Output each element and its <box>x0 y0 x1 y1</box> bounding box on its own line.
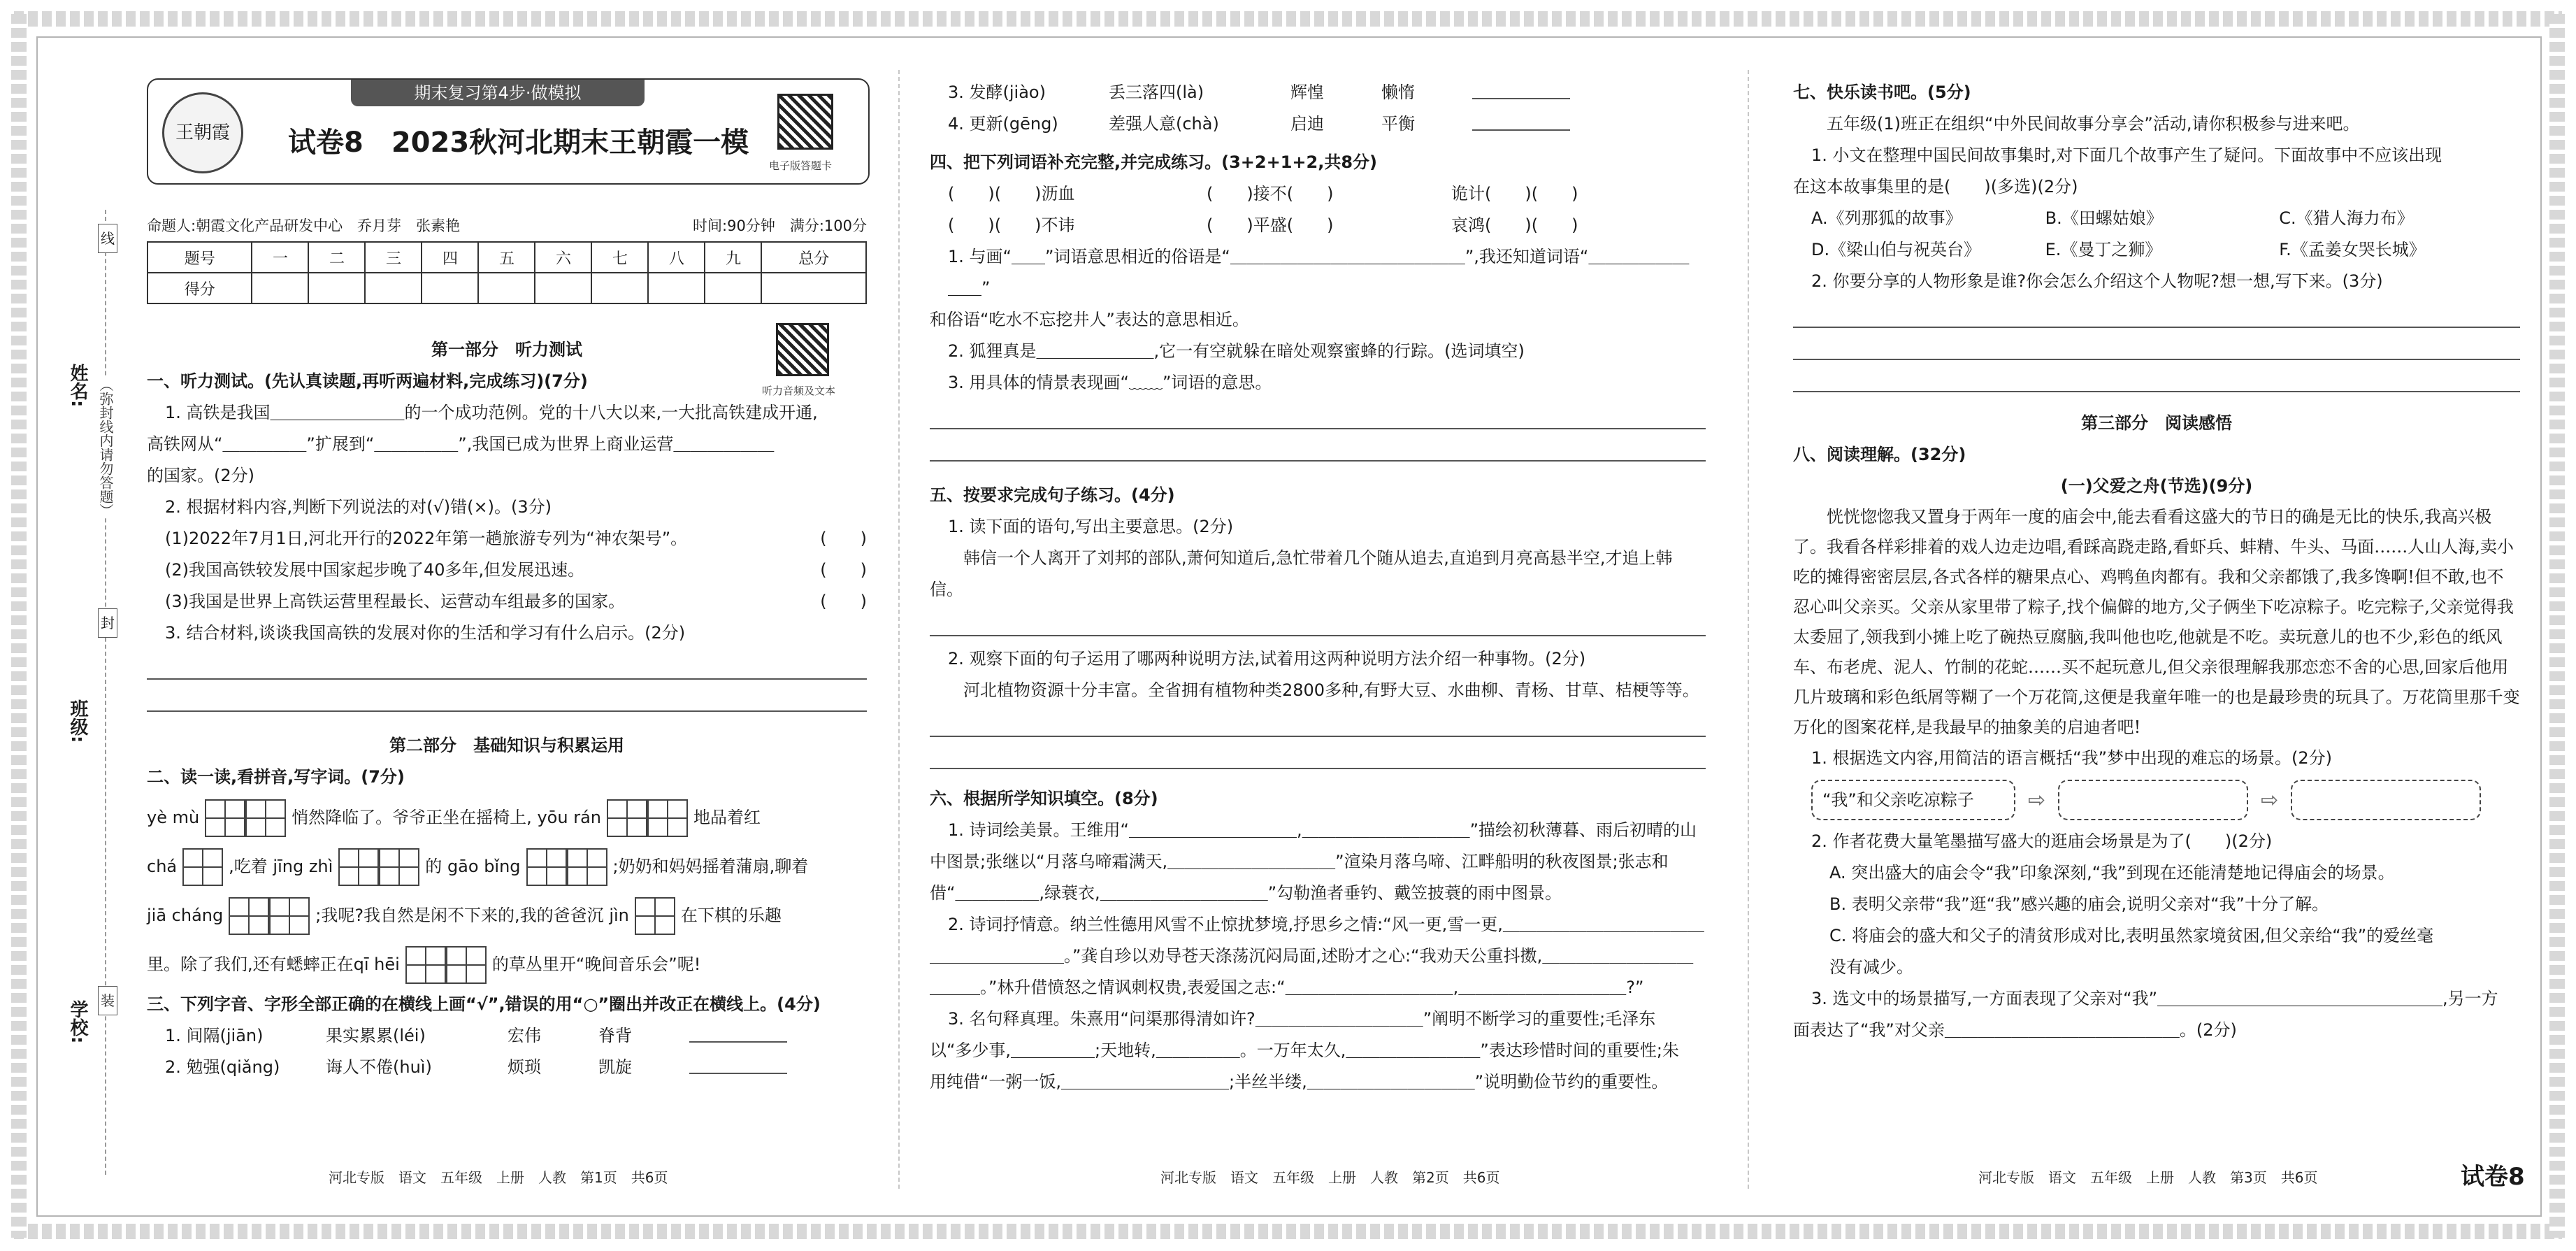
passage-text: 在下棋的乐趣 <box>680 906 782 925</box>
idiom-blank[interactable]: ( )( )沥血 <box>948 184 1075 203</box>
q7-intro: 五年级(1)班正在组织“中外民间故事分享会”活动,请你积极参与进来吧。 <box>1827 114 2360 134</box>
vocab-item: 脊背 <box>598 1026 632 1045</box>
option-b[interactable]: B.《田螺姑娘》 <box>2045 208 2163 228</box>
column-divider <box>1748 70 1749 1189</box>
vocab-item: 烦琐 <box>508 1057 541 1077</box>
pinyin-youran: yōu rán <box>537 808 601 827</box>
score-header-cell: 七 <box>591 242 648 273</box>
q6-3-text: 3. 名句释真理。朱熹用“问渠那得清如许?＿＿＿＿＿＿＿＿＿＿”阐明不断学习的重要性;毛泽东 <box>948 1009 1656 1029</box>
exam-number-badge: 试卷8 <box>2461 1163 2525 1191</box>
q1-1-text: 高铁网从“＿＿＿＿＿”扩展到“＿＿＿＿＿”,我国已成为世界上商业运营＿＿＿＿＿＿ <box>147 434 775 454</box>
statement-2: (2)我国高铁较发展中国家起步晚了40多年,但发展迅速。 <box>165 560 585 580</box>
q6-3-text: 用纯借“一粥一饭,＿＿＿＿＿＿＿＿＿＿;半丝半缕,＿＿＿＿＿＿＿＿＿＿”说明勤俭节约的重要性。 <box>930 1072 1669 1092</box>
brand-logo: 王朝霞 <box>162 92 243 173</box>
pinyin-jingzhi: jīng zhì <box>273 857 333 876</box>
score-table <box>147 241 867 304</box>
answer-line[interactable] <box>930 706 1706 737</box>
q1-2-item <box>147 523 867 555</box>
write-grid[interactable] <box>405 946 487 984</box>
q8-title: 八、阅读理解。(32分) <box>1793 445 1966 464</box>
vocab-item: 差强人意(chà) <box>1109 114 1219 134</box>
q7-options <box>1793 203 2520 266</box>
time-score: 时间:90分钟 满分:100分 <box>693 217 867 234</box>
q3-row <box>147 1020 867 1052</box>
pinyin-jin: jìn <box>609 906 629 925</box>
idiom-blank[interactable]: ( )( )不讳 <box>948 215 1075 235</box>
flow-box-2[interactable] <box>2058 780 2248 820</box>
q8-2-text: 2. 作者花费大量笔墨描写盛大的逛庙会场景是为了( )(2分) <box>1811 831 2273 851</box>
column-3 <box>1793 77 2520 1046</box>
write-grid[interactable] <box>182 848 223 886</box>
q4-3-text: 3. 用具体的情景表现画“﹏﹏”词语的意思。 <box>948 373 1272 392</box>
score-header-cell: 八 <box>648 242 705 273</box>
page-footer: 河北专版 语文 五年级 上册 人教 第3页 共6页 <box>1978 1169 2318 1186</box>
binding-line <box>105 210 106 1175</box>
q3-title: 三、下列字音、字形全部正确的在横线上画“√”,错误的用“○”圈出并改正在横线上。(4分) <box>147 994 821 1014</box>
authors: 命题人:朝霞文化产品研发中心 乔月芽 张素艳 <box>147 217 461 234</box>
q3-row <box>930 77 1706 108</box>
q8-3-text: 面表达了“我”对父亲＿＿＿＿＿＿＿＿＿＿＿＿＿＿。(2分) <box>1793 1020 2237 1040</box>
q8-2-option-b[interactable]: B. 表明父亲带“我”逛“我”感兴趣的庙会,说明父亲对“我”十分了解。 <box>1829 894 2329 914</box>
option-f[interactable]: F.《孟姜女哭长城》 <box>2279 240 2426 259</box>
q6-2-text: ＿＿＿＿＿＿＿＿。”龚自珍以劝导苍天涤荡沉闷局面,述盼才之心:“我劝天公重抖擞,＿＿＿＿＿＿＿＿＿ <box>930 946 1694 966</box>
pinyin-yemu: yè mù <box>147 808 200 827</box>
option-a[interactable]: A.《列那狐的故事》 <box>1811 208 1962 228</box>
answer-line[interactable] <box>1793 329 2520 360</box>
q6-1-text: 中图景;张继以“月落乌啼霜满天,＿＿＿＿＿＿＿＿＿＿”渲染月落乌啼、江畔船明的秋夜图景;张志和 <box>930 852 1669 871</box>
score-header-cell: 二 <box>308 242 365 273</box>
write-grid[interactable] <box>205 799 286 837</box>
score-header-cell: 五 <box>478 242 535 273</box>
idiom-blank[interactable]: ( )接不( ) <box>1207 184 1334 203</box>
q1-1-text: 1. 高铁是我国＿＿＿＿＿＿＿＿的一个成功范例。党的十八大以来,一大批高铁建成开通, <box>165 403 818 422</box>
passage-text: 里。除了我们,还有蟋蟀正在 <box>147 955 354 974</box>
flow-box-3[interactable] <box>2291 780 2481 820</box>
write-grid[interactable] <box>526 848 607 886</box>
q4-1-text: 和俗语“吃水不忘挖井人”表达的意思相近。 <box>930 310 1249 329</box>
pinyin-jiachang: jiā cháng <box>147 906 224 925</box>
q3-row <box>147 1052 867 1083</box>
review-step-banner: 期末复习第4步·做模拟 <box>351 80 645 106</box>
school-label: 学校: <box>67 1000 88 1044</box>
q6-1-text: 借“＿＿＿＿＿,绿蓑衣,＿＿＿＿＿＿＿＿＿＿”勾勒渔者垂钓、戴笠披蓑的雨中图景。 <box>930 883 1562 903</box>
vocab-item: 4. 更新(gēng) <box>948 114 1058 134</box>
q2-title: 二、读一读,看拼音,写字词。(7分) <box>147 767 405 787</box>
arrow-right-icon: ⇨ <box>2261 787 2279 813</box>
q4-row <box>930 210 1706 241</box>
q7-1-text: 在这本故事集里的是( )(多选)(2分) <box>1793 177 2078 196</box>
q5-1-passage: 韩信一个人离开了刘邦的部队,萧何知道后,急忙带着几个随从追去,直追到月亮高悬半空,才追上韩信。 <box>930 548 1673 599</box>
q5-2-text: 2. 观察下面的句子运用了哪两种说明方法,试着用这两种说明方法介绍一种事物。(2分) <box>948 649 1586 669</box>
score-cell[interactable] <box>252 273 308 303</box>
vocab-item: 诲人不倦(huì) <box>326 1057 432 1077</box>
passage-text: ;奶奶和妈妈摇着蒲扇,聊着 <box>612 857 809 876</box>
decorative-border-right <box>2549 14 2565 1238</box>
q7-2-text: 2. 你要分享的人物形象是谁?你会怎么介绍这个人物呢?想一想,写下来。(3分) <box>1811 271 2383 291</box>
q1-2-text: 2. 根据材料内容,判断下列说法的对(√)错(×)。(3分) <box>165 497 552 517</box>
q7-title: 七、快乐读书吧。(5分) <box>1793 83 1971 102</box>
page-footer: 河北专版 语文 五年级 上册 人教 第2页 共6页 <box>1160 1169 1500 1186</box>
statement-3: (3)我国是世界上高铁运营里程最长、运营动车组最多的国家。 <box>165 592 625 611</box>
seal-mark-line: 线 <box>98 224 117 253</box>
reading-passage: 恍恍惚惚我又置身于两年一度的庙会中,能去看看这盛大的节日的确是无比的快乐,我高兴极了。我看各样彩排着的戏人边走边唱,看踩高跷走路,看虾兵、蚌精、牛头、马面……人山人海,卖小吃的摊得密密层层,各式各样的糖果点心、鸡鸭鱼肉都有。我和父亲都饿了,我多馋啊!但不敢,也不忍心叫父亲买。父亲从家里带了粽子,找个偏僻的地方,父子俩坐下吃凉粽子。吃完粽子,父亲觉得我太委屈了,领我到小摊上吃了碗热豆腐脑,我叫他也吃,他就是不吃。卖玩意儿的也不少,彩色的纸风车、布老虎、泥人、竹制的花蛇……买不起玩意儿,但父亲很理解我那恋恋不舍的心思,回家后他用几片玻璃和彩色纸屑等糊了一个万花筒,这便是我童年唯一的也是最珍贵的玩具了。万花筒里那千变万化的图案花样,是我最早的抽象美的启迪者吧! <box>1793 507 2520 737</box>
vocab-item: 3. 发酵(jiào) <box>948 83 1046 102</box>
passage-text: 悄然降临了。爷爷正坐在摇椅上, <box>292 808 532 827</box>
passage-text: ,吃着 <box>229 857 268 876</box>
q3-row <box>930 108 1706 140</box>
part2-title: 第二部分 基础知识与积累运用 <box>389 736 624 755</box>
q4-title: 四、把下列词语补充完整,并完成练习。(3+2+1+2,共8分) <box>930 152 1377 172</box>
q6-title: 六、根据所学知识填空。(8分) <box>930 789 1158 808</box>
score-cell[interactable] <box>591 273 648 303</box>
score-header-cell: 三 <box>365 242 422 273</box>
vocab-item: 启迪 <box>1290 114 1324 134</box>
exam-title: 试卷8 2023秋河北期末王朝霞一模 <box>288 127 749 159</box>
scene-flowchart <box>1793 780 2520 820</box>
q1-2-item <box>147 586 867 617</box>
binding-note: （弥封线内请勿答题） <box>98 378 116 517</box>
answer-line[interactable] <box>930 606 1706 636</box>
answer-paren[interactable]: ( ) <box>820 560 867 580</box>
q5-title: 五、按要求完成句子练习。(4分) <box>930 485 1175 505</box>
option-c[interactable]: C.《猎人海力布》 <box>2279 208 2414 228</box>
part1-title: 第一部分 听力测试 <box>431 340 582 359</box>
column-1 <box>147 334 867 1083</box>
answer-line[interactable] <box>1793 362 2520 392</box>
passage-text: 地品着红 <box>693 808 761 827</box>
part3-title: 第三部分 阅读感悟 <box>2081 413 2232 433</box>
score-header-cell: 一 <box>252 242 308 273</box>
score-header-cell: 四 <box>422 242 478 273</box>
name-label: 姓名: <box>67 364 88 408</box>
answer-line[interactable] <box>930 738 1706 769</box>
idiom-blank[interactable]: ( )平盛( ) <box>1207 215 1334 235</box>
vocab-item: 丢三落四(là) <box>1109 83 1204 102</box>
q8-2-option-a[interactable]: A. 突出盛大的庙会令“我”印象深刻,“我”到现在还能清楚地记得庙会的场景。 <box>1829 863 2395 882</box>
q6-3-text: 以“多少事,＿＿＿＿＿;天地转,＿＿＿＿＿。一万年太久,＿＿＿＿＿＿＿＿”表达珍惜时间的重要性;朱 <box>930 1041 1679 1060</box>
score-cell[interactable] <box>648 273 705 303</box>
pinyin-gaobing: gāo bǐng <box>447 857 521 876</box>
vocab-item: 果实累累(léi) <box>326 1026 426 1045</box>
q7-1-text: 1. 小文在整理中国民间故事集时,对下面几个故事产生了疑问。下面故事中不应该出现 <box>1811 145 2442 165</box>
page-footer: 河北专版 语文 五年级 上册 人教 第1页 共6页 <box>329 1169 668 1186</box>
decorative-border-bottom <box>14 1224 2562 1239</box>
q6-1-text: 1. 诗词绘美景。王维用“＿＿＿＿＿＿＿＿＿＿,＿＿＿＿＿＿＿＿＿＿”描绘初秋薄暮、雨后初晴的山 <box>948 820 1697 840</box>
q1-2-item <box>147 555 867 586</box>
passage-title: (一)父爱之舟(节选)(9分) <box>2060 476 2253 496</box>
option-e[interactable]: E.《曼丁之狮》 <box>2045 240 2162 259</box>
class-label: 班级: <box>67 699 88 743</box>
q4-row <box>930 178 1706 210</box>
vocab-item: 1. 间隔(jiān) <box>165 1026 264 1045</box>
column-divider <box>898 70 900 1189</box>
q1-1-text: 的国家。(2分) <box>147 466 254 485</box>
score-cell[interactable] <box>705 273 761 303</box>
score-cell[interactable] <box>761 273 866 303</box>
answer-line[interactable] <box>1793 297 2520 328</box>
q4-1-text: 1. 与画“＿＿”词语意思相近的俗语是“＿＿＿＿＿＿＿＿＿＿＿＿＿＿”,我还知道词语“＿＿＿＿＿＿＿＿” <box>948 247 1690 298</box>
q8-2-option-c[interactable]: C. 将庙会的盛大和父子的清贫形成对比,表明虽然家境贫困,但父亲给“我”的爱丝毫 <box>1829 926 2434 945</box>
answer-paren[interactable]: ( ) <box>820 592 867 611</box>
q6-2-text: ＿＿＿。”林升借愤怒之情讽刺权贵,表爱国之志:“＿＿＿＿＿＿＿＿＿＿,＿＿＿＿＿＿＿＿＿＿?” <box>930 978 1644 997</box>
score-header-cell: 九 <box>705 242 761 273</box>
q8-2-option-c[interactable]: 没有减少。 <box>1829 957 1913 977</box>
vocab-item: 平衡 <box>1381 114 1415 134</box>
pinyin-qihei: qī hēi <box>353 955 400 974</box>
passage-text: ;我呢?我自然是闲不下来的,我的爸爸沉 <box>315 906 604 925</box>
answer-paren[interactable]: ( ) <box>820 529 867 548</box>
score-header-cell: 六 <box>535 242 591 273</box>
q1-3-text: 3. 结合材料,谈谈我国高铁的发展对你的生活和学习有什么启示。(2分) <box>165 623 686 643</box>
answer-line[interactable] <box>930 399 1706 429</box>
q5-1-text: 1. 读下面的语句,写出主要意思。(2分) <box>948 517 1234 536</box>
answer-line[interactable] <box>689 1052 787 1074</box>
q8-1-text: 1. 根据选文内容,用简洁的语言概括“我”梦中出现的难忘的场景。(2分) <box>1811 748 2333 768</box>
score-row-label: 得分 <box>147 273 252 303</box>
write-grid[interactable] <box>607 799 688 837</box>
decorative-border-top <box>14 11 2562 27</box>
q5-2-passage: 河北植物资源十分丰富。全省拥有植物种类2800多种,有野大豆、水曲柳、青杨、甘草、桔梗等等。 <box>963 680 1699 700</box>
score-cell[interactable] <box>478 273 535 303</box>
vocab-item: 2. 勉强(qiǎng) <box>165 1057 280 1077</box>
exam-meta <box>147 215 867 236</box>
score-header-cell: 总分 <box>761 242 866 273</box>
write-grid[interactable] <box>338 848 419 886</box>
flow-box-1: “我”和父亲吃凉粽子 <box>1811 780 2015 820</box>
score-header-label: 题号 <box>147 242 252 273</box>
statement-1: (1)2022年7月1日,河北开行的2022年第一趟旅游专列为“神农架号”。 <box>165 529 688 548</box>
answer-line[interactable] <box>1472 108 1570 131</box>
q6-2-text: 2. 诗词抒情意。纳兰性德用风雪不止惊扰梦境,抒思乡之情:“风一更,雪一更,＿＿＿＿＿＿＿＿＿＿＿＿ <box>948 915 1704 934</box>
write-grid[interactable] <box>229 897 310 935</box>
vocab-item: 凯旋 <box>598 1057 632 1077</box>
answer-line[interactable] <box>1472 77 1570 99</box>
option-d[interactable]: D.《梁山伯与祝英台》 <box>1811 240 1981 259</box>
exam-header <box>147 78 870 185</box>
answer-sheet-qr-label: 电子版答题卡 <box>769 159 833 172</box>
score-cell[interactable] <box>535 273 591 303</box>
decorative-border-left <box>11 14 27 1238</box>
score-cell[interactable] <box>422 273 478 303</box>
pinyin-cha: chá <box>147 857 178 876</box>
answer-line[interactable] <box>930 431 1706 462</box>
seal-mark-bind: 装 <box>98 986 117 1015</box>
passage-text: 的 <box>425 857 442 876</box>
q1-title: 一、听力测试。(先认真读题,再听两遍材料,完成练习)(7分) <box>147 371 588 391</box>
seal-mark-seal: 封 <box>98 608 117 638</box>
pinyin-passage <box>147 793 867 989</box>
column-2 <box>930 77 1706 1098</box>
vocab-item: 宏伟 <box>508 1026 541 1045</box>
vocab-item: 辉惶 <box>1290 83 1324 102</box>
answer-line[interactable] <box>147 681 867 712</box>
q4-2-text: 2. 狐狸真是＿＿＿＿＿＿＿,它一有空就躲在暗处观察蜜蜂的行踪。(选词填空) <box>948 341 1525 361</box>
vocab-item: 懒惰 <box>1381 83 1415 102</box>
arrow-right-icon: ⇨ <box>2028 787 2046 813</box>
score-cell[interactable] <box>365 273 422 303</box>
answer-line[interactable] <box>689 1020 787 1043</box>
idiom-blank[interactable]: 哀鸿( )( ) <box>1451 215 1578 235</box>
idiom-blank[interactable]: 诡计( )( ) <box>1451 184 1578 203</box>
q8-3-text: 3. 选文中的场景描写,一方面表现了父亲对“我”＿＿＿＿＿＿＿＿＿＿＿＿＿＿＿＿＿,另一方 <box>1811 989 2498 1008</box>
passage-text: 的草丛里开“晚间音乐会”呢! <box>491 955 701 974</box>
write-grid[interactable] <box>635 897 675 935</box>
answer-sheet-qr-icon[interactable] <box>777 94 833 150</box>
answer-line[interactable] <box>147 649 867 680</box>
audio-qr-label: 听力音频及文本 <box>762 385 836 397</box>
score-cell[interactable] <box>308 273 365 303</box>
